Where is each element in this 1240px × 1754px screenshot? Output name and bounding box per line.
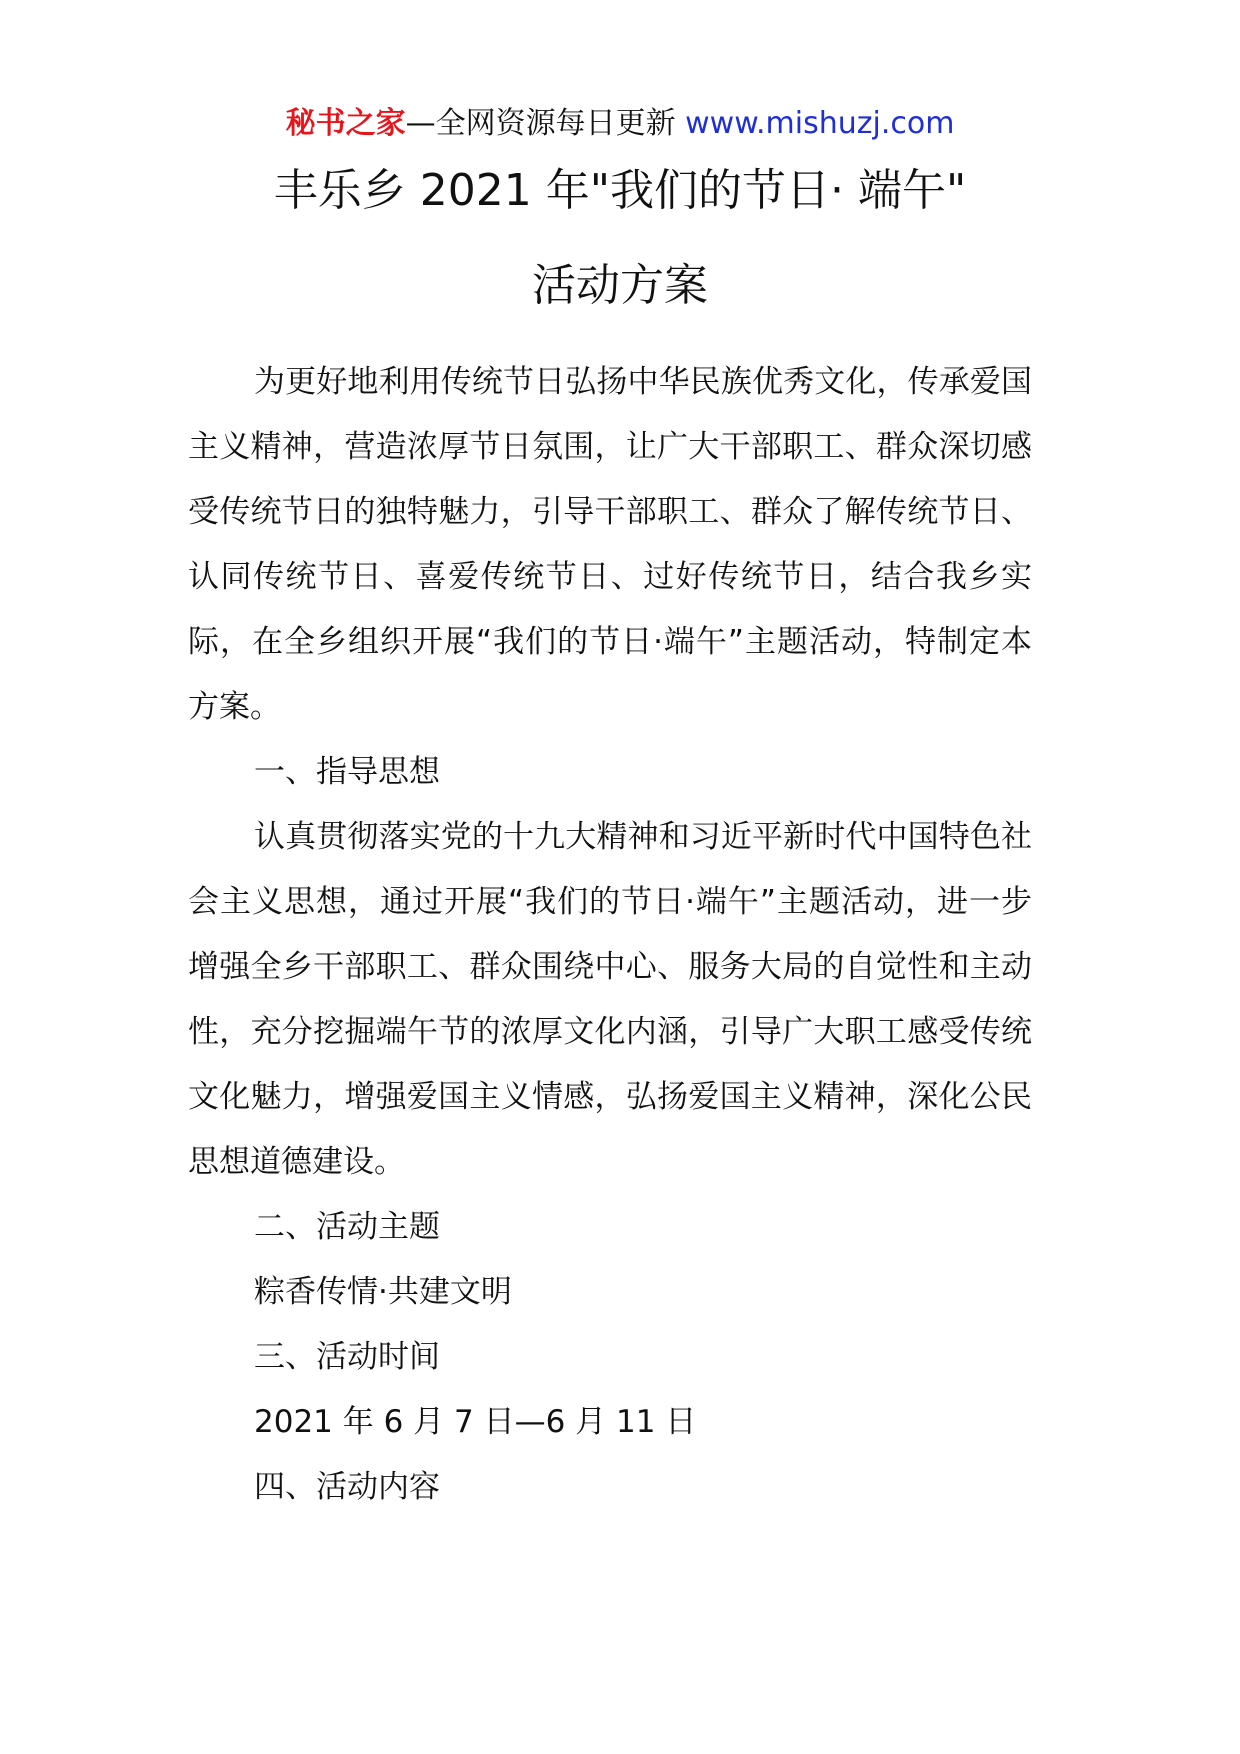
document-title-line-1: 丰乐乡 2021 年"我们的节日· 端午" [273,165,967,216]
section-3-paragraph: 2021 年 6 月 7 日—6 月 11 日 [254,1404,697,1440]
section-1-heading: 一、指导思想 [254,754,440,790]
section-2-paragraph: 粽香传情·共建文明 [254,1274,512,1310]
site-header [0,104,1240,144]
document-body [188,350,1032,1520]
header-url-link[interactable]: www.mishuzj.com [685,106,955,141]
document-title-line-2: 活动方案 [532,260,708,311]
section-1-paragraph: 认真贯彻落实党的十九大精神和习近平新时代中国特色社会主义思想，通过开展“我们的节日·端午”主题活动，进一步增强全乡干部职工、群众围绕中心、服务大局的自觉性和主动性，充分挖掘端午节的浓厚文化内涵，引导广大职工感受传统文化魅力，增强爱国主义情感，弘扬爱国主义精神，深化公民思想道德建设。 [188,819,1032,1180]
header-tagline: —全网资源每日更新 [405,106,686,141]
section-2-heading: 二、活动主题 [254,1209,440,1245]
brand-name: 秘书之家 [285,106,406,141]
section-3-heading: 三、活动时间 [254,1339,440,1375]
section-4-heading: 四、活动内容 [254,1469,440,1505]
intro-paragraph: 为更好地利用传统节日弘扬中华民族优秀文化，传承爱国主义精神，营造浓厚节日氛围，让广大干部职工、群众深切感受传统节日的独特魅力，引导干部职工、群众了解传统节日、认同传统节日、喜爱传统节日、过好传统节日，结合我乡实际，在全乡组织开展“我们的节日·端午”主题活动，特制定本方案。 [188,364,1032,725]
